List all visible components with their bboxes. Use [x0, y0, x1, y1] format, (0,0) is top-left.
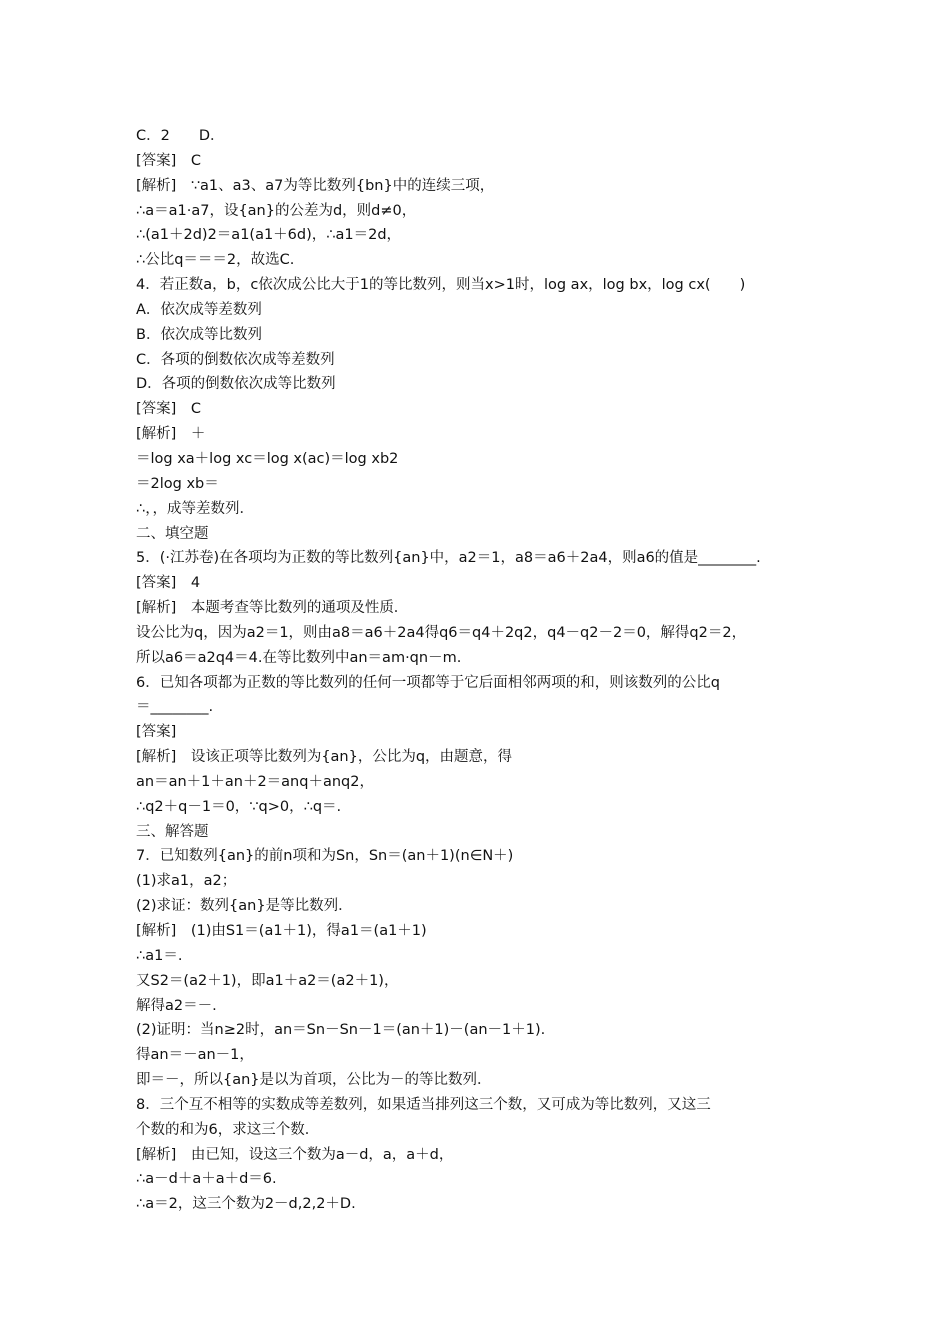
text-line: D．各项的倒数依次成等比数列	[136, 376, 336, 393]
text-line: ∴，，成等差数列．	[136, 500, 254, 517]
text-line: ∴(a1＋2d)2＝a1(a1＋6d)，∴a1＝2d，	[136, 227, 402, 244]
text-line: ∴a＝2，这三个数为2－d,2,2＋D.	[136, 1196, 356, 1213]
text-line: 8．三个互不相等的实数成等差数列，如果适当排列这三个数，又可成为等比数列，又这三	[136, 1096, 711, 1113]
text-line: A．依次成等差数列	[136, 301, 262, 318]
text-line: ∴q2＋q－1＝0，∵q>0，∴q＝.	[136, 798, 342, 815]
text-line: [解析] 由已知，设这三个数为a－d，a，a＋d，	[136, 1146, 454, 1163]
text-line: 个数的和为6，求这三个数．	[136, 1121, 320, 1138]
text-line: 所以a6＝a2q4＝4.在等比数列中an＝am·qn－m.	[136, 649, 462, 666]
text-line: [解析] ＋	[136, 426, 206, 443]
text-line: C．各项的倒数依次成等差数列	[136, 351, 335, 368]
text-line: ∴a－d＋a＋a＋d＝6.	[136, 1171, 277, 1188]
text-line: C．2 D．	[136, 128, 225, 144]
text-line: [答案] 4	[136, 575, 201, 592]
text-line: 得an＝－an－1，	[136, 1047, 254, 1064]
text-line: [解析] 设该正项等比数列为{an}，公比为q，由题意，得	[136, 749, 513, 766]
text-line: 设公比为q，因为a2＝1，则由a8＝a6＋2a4得q6＝q4＋2q2，q4－q2－2＝0，解得q2＝2，	[136, 624, 747, 641]
text-line: 7．已知数列{an}的前n项和为Sn，Sn＝(an＋1)(n∈N＋)	[136, 848, 514, 865]
text-line: B．依次成等比数列	[136, 326, 262, 343]
document-page	[136, 124, 826, 1217]
text-line: [答案]	[136, 724, 177, 741]
text-line: ＝2log xb＝	[136, 475, 219, 492]
text-line: 6．已知各项都为正数的等比数列的任何一项都等于它后面相邻两项的和，则该数列的公比q	[136, 674, 720, 691]
text-line: 即＝－，所以{an}是以为首项，公比为－的等比数列．	[136, 1072, 492, 1089]
section-heading: 二、填空题	[136, 525, 209, 542]
text-line: [解析] 本题考查等比数列的通项及性质．	[136, 600, 409, 617]
text-line: (2)求证：数列{an}是等比数列．	[136, 898, 353, 915]
text-line: (1)求a1，a2；	[136, 873, 237, 890]
text-line: 5．(·江苏卷)在各项均为正数的等比数列{an}中，a2＝1，a8＝a6＋2a4，则a6的值是________.	[136, 550, 761, 567]
text-line: (2)证明：当n≥2时，an＝Sn－Sn－1＝(an＋1)－(an－1＋1).	[136, 1022, 546, 1039]
text-line: [答案] C	[136, 401, 201, 418]
text-line: ∴a1＝.	[136, 947, 183, 964]
text-line: ＝log xa＋log xc＝log x(ac)＝log xb2	[136, 450, 399, 467]
text-line: [解析] ∵a1、a3、a7为等比数列{bn}中的连续三项，	[136, 177, 495, 194]
text-line: ＝________.	[136, 699, 214, 716]
text-line: ∴公比q＝＝＝2，故选C.	[136, 252, 295, 269]
text-line: [解析] (1)由S1＝(a1＋1)，得a1＝(a1＋1)	[136, 923, 427, 939]
text-line: an＝an＋1＋an＋2＝anq＋anq2，	[136, 773, 374, 790]
text-line: 解得a2＝－.	[136, 997, 217, 1014]
section-heading: 三、解答题	[136, 823, 209, 840]
text-line: [答案] C	[136, 152, 201, 169]
text-line: 又S2＝(a2＋1)，即a1＋a2＝(a2＋1)，	[136, 972, 399, 989]
text-line: 4．若正数a，b，c依次成公比大于1的等比数列，则当x>1时，log ax，log bx，log cx( )	[136, 277, 746, 294]
text-line: ∴a＝a1·a7，设{an}的公差为d，则d≠0，	[136, 202, 417, 219]
